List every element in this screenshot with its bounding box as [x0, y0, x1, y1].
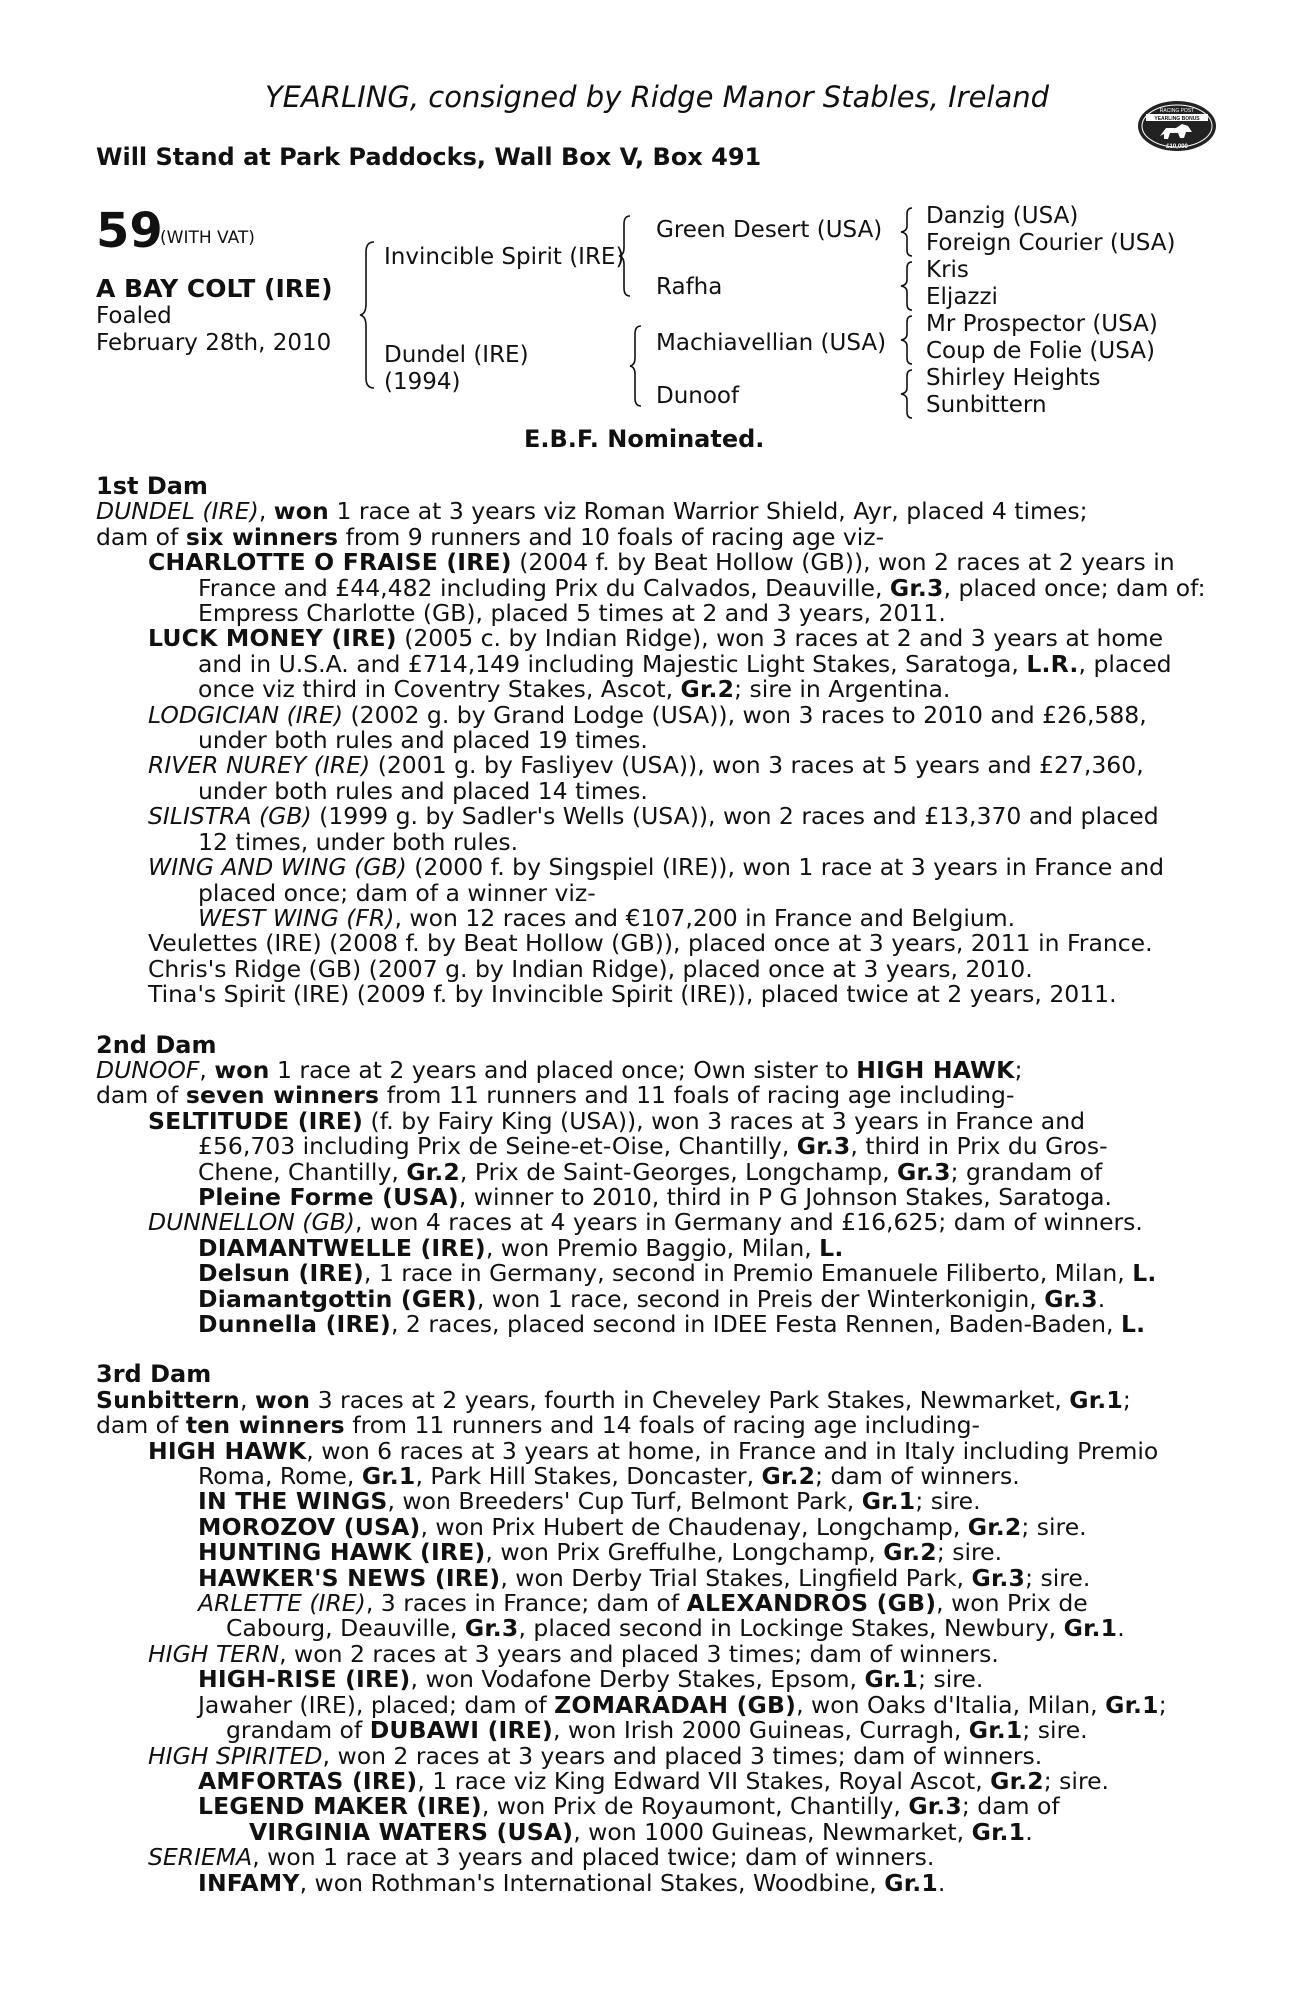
- third-dam-line-1: Sunbittern, won 3 races at 2 years, fourth in Cheveley Park Stakes, Newmarket, Gr.1;: [96, 1385, 1131, 1414]
- produce-luck-money: LUCK MONEY (IRE) (2005 c. by Indian Ridge), won 3 races at 2 and 3 years at home and in U.S.A. and £714,149 including Majestic Light Stakes, Saratoga, L.R., placed once viz third in Coventry Stakes, Ascot, Gr.2; sire in Argentina.: [148, 624, 1172, 704]
- produce-tinas-spirit: Tina's Spirit (IRE) (2009 f. by Invincible Spirit (IRE)), placed twice at 2 years, 2011.: [148, 980, 1117, 1009]
- produce-record: [96, 474, 1216, 1896]
- pedigree-dsd: Coup de Folie (USA): [926, 338, 1155, 364]
- produce-chris-ridge: Chris's Ridge (GB) (2007 g. by Indian Ridge), placed once at 3 years, 2010.: [148, 954, 1033, 983]
- produce-arlette: ARLETTE (IRE), 3 races in France; dam of ALEXANDROS (GB), won Prix de: [198, 1589, 1088, 1618]
- yearling-bonus-badge: [1136, 98, 1218, 154]
- first-dam-heading: 1st Dam: [96, 472, 208, 500]
- produce-hunting-hawk: HUNTING HAWK (IRE), won Prix Greffulhe, Longchamp, Gr.2; sire.: [198, 1538, 1003, 1567]
- first-dam-line-1: DUNDEL (IRE), won 1 race at 3 years viz Roman Warrior Shield, Ayr, placed 4 times;: [96, 497, 1088, 526]
- produce-seriema: SERIEMA, won 1 race at 3 years and placed twice; dam of winners.: [148, 1843, 935, 1872]
- produce-charlotte: CHARLOTTE O FRAISE (IRE) (2004 f. by Beat Hollow (GB)), won 2 races at 2 years in France and £44,482 including Prix du Calvados, Deauville, Gr.3, placed once; dam of: Empress Charlotte (GB), placed 5 times at 2 and 3 years, 2011.: [148, 548, 1206, 628]
- produce-high-spirited: HIGH SPIRITED, won 2 races at 3 years and placed 3 times; dam of winners.: [148, 1741, 1043, 1770]
- pedigree-sss: Danzig (USA): [926, 203, 1079, 229]
- pedigree-sdd: Eljazzi: [926, 284, 998, 310]
- produce-dunnella: Dunnella (IRE), 2 races, placed second in IDEE Festa Rennen, Baden-Baden, L.: [198, 1310, 1146, 1338]
- stand-location: Will Stand at Park Paddocks, Wall Box V, Box 491: [96, 143, 762, 171]
- third-dam-heading: 3rd Dam: [96, 1360, 212, 1389]
- pedigree-sire: Invincible Spirit (IRE): [384, 244, 625, 270]
- pedigree-brace-green-desert: [899, 206, 915, 258]
- ebf-nominated: E.B.F. Nominated.: [524, 425, 765, 453]
- produce-high-hawk: HIGH HAWK, won 6 races at 3 years at home, in France and in Italy including Premio Roma, Rome, Gr.1, Park Hill Stakes, Doncaster, Gr.2; dam of winners.: [148, 1436, 1159, 1491]
- second-dam-line-1: DUNOOF, won 1 race at 2 years and placed once; Own sister to HIGH HAWK;: [96, 1055, 1023, 1084]
- pedigree-brace-machiavellian: [899, 314, 915, 366]
- produce-seltitude: SELTITUDE (IRE) (f. by Fairy King (USA)), won 3 races at 3 years in France and £56,703 including Prix de Seine-et-Oise, Chantilly, Gr.3, third in Prix du Gros- Chene, Chantilly, Gr.2, Prix de Saint-Georges, Longchamp, Gr.3; grandam of Pleine Forme (USA), winner to 2010, third in P G Johnson Stakes, Saratoga.: [148, 1106, 1112, 1211]
- pedigree-sds: Kris: [926, 257, 969, 283]
- pedigree-dam-sire: Machiavellian (USA): [656, 330, 887, 356]
- produce-jawaher-cont: grandam of DUBAWI (IRE), won Irish 2000 Guineas, Curragh, Gr.1; sire.: [226, 1716, 1088, 1745]
- first-dam-line-2: dam of six winners from 9 runners and 10 foals of racing age viz-: [96, 522, 885, 551]
- badge-amount-text: £10,000: [1166, 144, 1188, 150]
- produce-morozov: MOROZOV (USA), won Prix Hubert de Chaudenay, Longchamp, Gr.2; sire.: [198, 1512, 1087, 1541]
- pedigree-brace-main: [358, 240, 378, 390]
- produce-high-rise: HIGH-RISE (IRE), won Vodafone Derby Stakes, Epsom, Gr.1; sire.: [198, 1665, 984, 1694]
- produce-infamy: INFAMY, won Rothman's International Stakes, Woodbine, Gr.1.: [198, 1868, 946, 1897]
- produce-diamantgottin: Diamantgottin (GER), won 1 race, second in Preis der Winterkonigin, Gr.3.: [198, 1284, 1106, 1313]
- produce-west-wing: WEST WING (FR), won 12 races and €107,200 in France and Belgium.: [198, 903, 1016, 932]
- pedigree-dds: Shirley Heights: [926, 365, 1101, 391]
- pedigree-sire-dam: Rafha: [656, 274, 723, 300]
- produce-arlette-cont: Cabourg, Deauville, Gr.3, placed second in Lockinge Stakes, Newbury, Gr.1.: [226, 1614, 1125, 1643]
- catalogue-heading: YEARLING, consigned by Ridge Manor Stables, Ireland: [264, 80, 1050, 114]
- produce-silistra: SILISTRA (GB) (1999 g. by Sadler's Wells (USA)), won 2 races and £13,370 and placed 12 times, under both rules.: [148, 802, 1159, 856]
- lot-number: 59: [96, 203, 163, 259]
- produce-wing-and-wing: WING AND WING (GB) (2000 f. by Singspiel (IRE)), won 1 race at 3 years in France and placed once; dam of a winner viz-: [148, 853, 1165, 907]
- pedigree-brace-dunoof: [899, 368, 915, 420]
- produce-delsun: Delsun (IRE), 1 race in Germany, second in Premio Emanuele Filiberto, Milan, L.: [198, 1259, 1157, 1288]
- pedigree-brace-dam: [628, 324, 644, 408]
- produce-diamantwelle: DIAMANTWELLE (IRE), won Premio Baggio, Milan, L.: [198, 1233, 844, 1262]
- third-dam-line-2: dam of ten winners from 11 runners and 14 foals of racing age including-: [96, 1411, 981, 1440]
- pedigree-ddd: Sunbittern: [926, 392, 1047, 418]
- pedigree-dam-dam: Dunoof: [656, 383, 740, 409]
- vat-note: (WITH VAT): [160, 228, 255, 248]
- foaled-date: February 28th, 2010: [96, 330, 332, 356]
- second-dam-heading: 2nd Dam: [96, 1030, 217, 1059]
- pedigree-sire-sire: Green Desert (USA): [656, 217, 883, 243]
- produce-virginia-waters: VIRGINIA WATERS (USA), won 1000 Guineas, Newmarket, Gr.1.: [249, 1817, 1033, 1846]
- pedigree-dss: Mr Prospector (USA): [926, 311, 1158, 337]
- pedigree-brace-rafha: [899, 260, 915, 312]
- produce-lodgician: LODGICIAN (IRE) (2002 g. by Grand Lodge (USA)), won 3 races to 2010 and £26,588, under both rules and placed 19 times.: [148, 700, 1147, 755]
- pedigree-dam: Dundel (IRE): [384, 342, 529, 368]
- badge-top-text: RACING POST: [1159, 108, 1195, 114]
- lot-description: A BAY COLT (IRE): [96, 274, 333, 303]
- produce-legend-maker: LEGEND MAKER (IRE), won Prix de Royaumont, Chantilly, Gr.3; dam of: [198, 1792, 1060, 1821]
- produce-veulettes: Veulettes (IRE) (2008 f. by Beat Hollow (GB)), placed once at 3 years, 2011 in France.: [148, 929, 1153, 958]
- produce-river-nurey: RIVER NUREY (IRE) (2001 g. by Fasliyev (USA)), won 3 races at 5 years and £27,360, under both rules and placed 14 times.: [148, 751, 1144, 805]
- badge-mid-text: YEARLING BONUS: [1154, 116, 1200, 122]
- second-dam-line-2: dam of seven winners from 11 runners and 11 foals of racing age including-: [96, 1081, 1015, 1110]
- produce-jawaher: Jawaher (IRE), placed; dam of ZOMARADAH (GB), won Oaks d'Italia, Milan, Gr.1;: [198, 1690, 1167, 1719]
- foaled-label: Foaled: [96, 303, 172, 329]
- produce-amfortas: AMFORTAS (IRE), 1 race viz King Edward VII Stakes, Royal Ascot, Gr.2; sire.: [198, 1766, 1110, 1795]
- produce-dunnellon: DUNNELLON (GB), won 4 races at 4 years in Germany and £16,625; dam of winners.: [148, 1208, 1143, 1237]
- pedigree-dam-year: (1994): [384, 369, 461, 395]
- produce-in-the-wings: IN THE WINGS, won Breeders' Cup Turf, Belmont Park, Gr.1; sire.: [198, 1487, 981, 1516]
- produce-high-tern: HIGH TERN, won 2 races at 3 years and placed 3 times; dam of winners.: [148, 1639, 999, 1668]
- pedigree-ssd: Foreign Courier (USA): [926, 230, 1176, 256]
- produce-hawkers-news: HAWKER'S NEWS (IRE), won Derby Trial Stakes, Lingfield Park, Gr.3; sire.: [198, 1563, 1091, 1592]
